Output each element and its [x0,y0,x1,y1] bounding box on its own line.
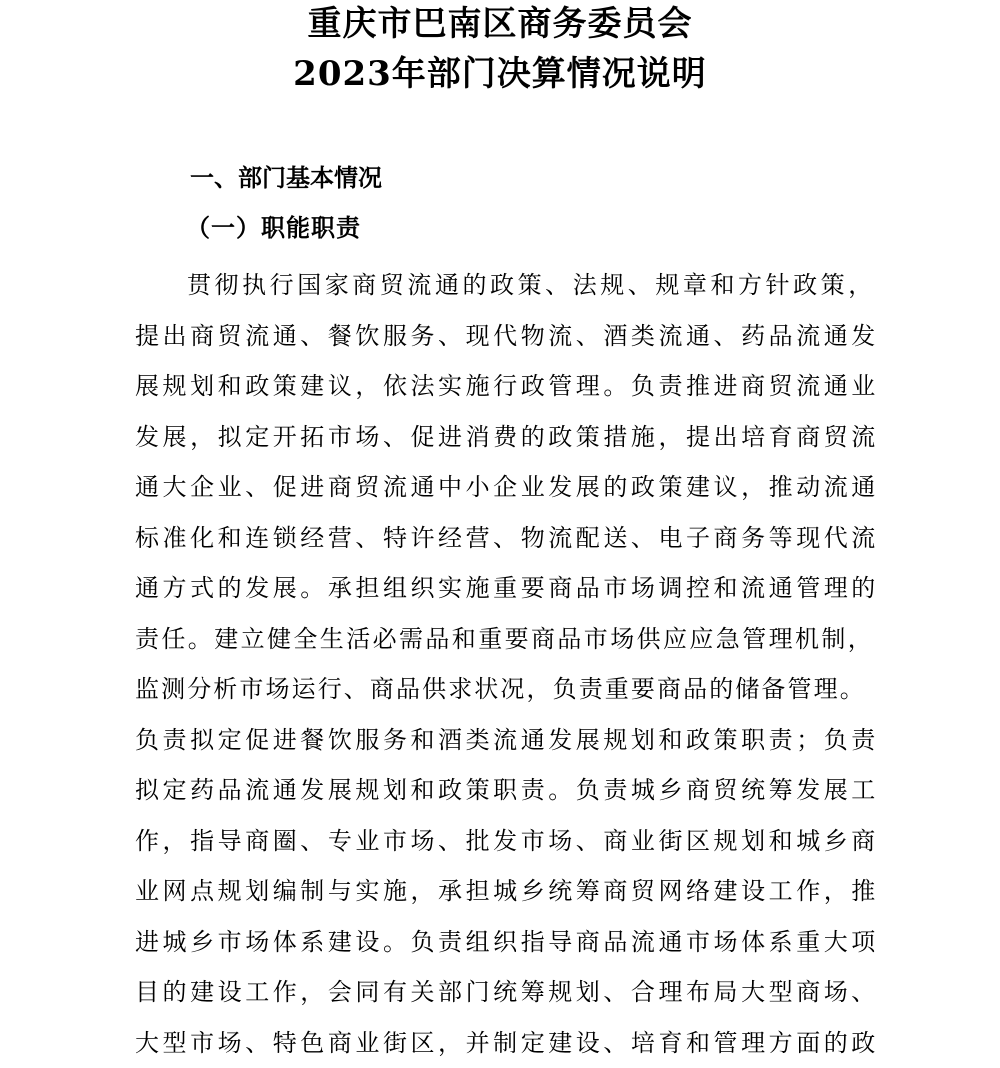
body-paragraph [135,260,895,1068]
paragraph-line: 通大企业、促进商贸流通中小企业发展的政策建议，推动流通 [135,462,895,513]
paragraph-line: 监测分析市场运行、商品供求状况，负责重要商品的储备管理。 [135,664,895,715]
paragraph-line: 发展，拟定开拓市场、促进消费的政策措施，提出培育商贸流 [135,412,895,463]
paragraph-line: 贯彻执行国家商贸流通的政策、法规、规章和方针政策， [135,260,895,311]
document-title-line2: 2023年部门决算情况说明 [0,54,1000,94]
paragraph-line: 业网点规划编制与实施，承担城乡统筹商贸网络建设工作，推 [135,866,895,917]
paragraph-line: 作，指导商圈、专业市场、批发市场、商业街区规划和城乡商 [135,816,895,867]
paragraph-line: 展规划和政策建议，依法实施行政管理。负责推进商贸流通业 [135,361,895,412]
paragraph-line: 负责拟定促进餐饮服务和酒类流通发展规划和政策职责；负责 [135,715,895,766]
subsection-heading: （一）职能职责 [186,210,361,246]
paragraph-line: 进城乡市场体系建设。负责组织指导商品流通市场体系重大项 [135,917,895,968]
section-heading: 一、部门基本情况 [190,160,382,196]
paragraph-line: 大型市场、特色商业街区，并制定建设、培育和管理方面的政 [135,1018,895,1068]
paragraph-line: 拟定药品流通发展规划和政策职责。负责城乡商贸统筹发展工 [135,765,895,816]
paragraph-line: 目的建设工作，会同有关部门统筹规划、合理布局大型商场、 [135,967,895,1018]
document-title-line1: 重庆市巴南区商务委员会 [0,4,1000,44]
paragraph-line: 责任。建立健全生活必需品和重要商品市场供应应急管理机制， [135,614,895,665]
paragraph-line: 标准化和连锁经营、特许经营、物流配送、电子商务等现代流 [135,513,895,564]
paragraph-line: 提出商贸流通、餐饮服务、现代物流、酒类流通、药品流通发 [135,311,895,362]
paragraph-line: 通方式的发展。承担组织实施重要商品市场调控和流通管理的 [135,563,895,614]
